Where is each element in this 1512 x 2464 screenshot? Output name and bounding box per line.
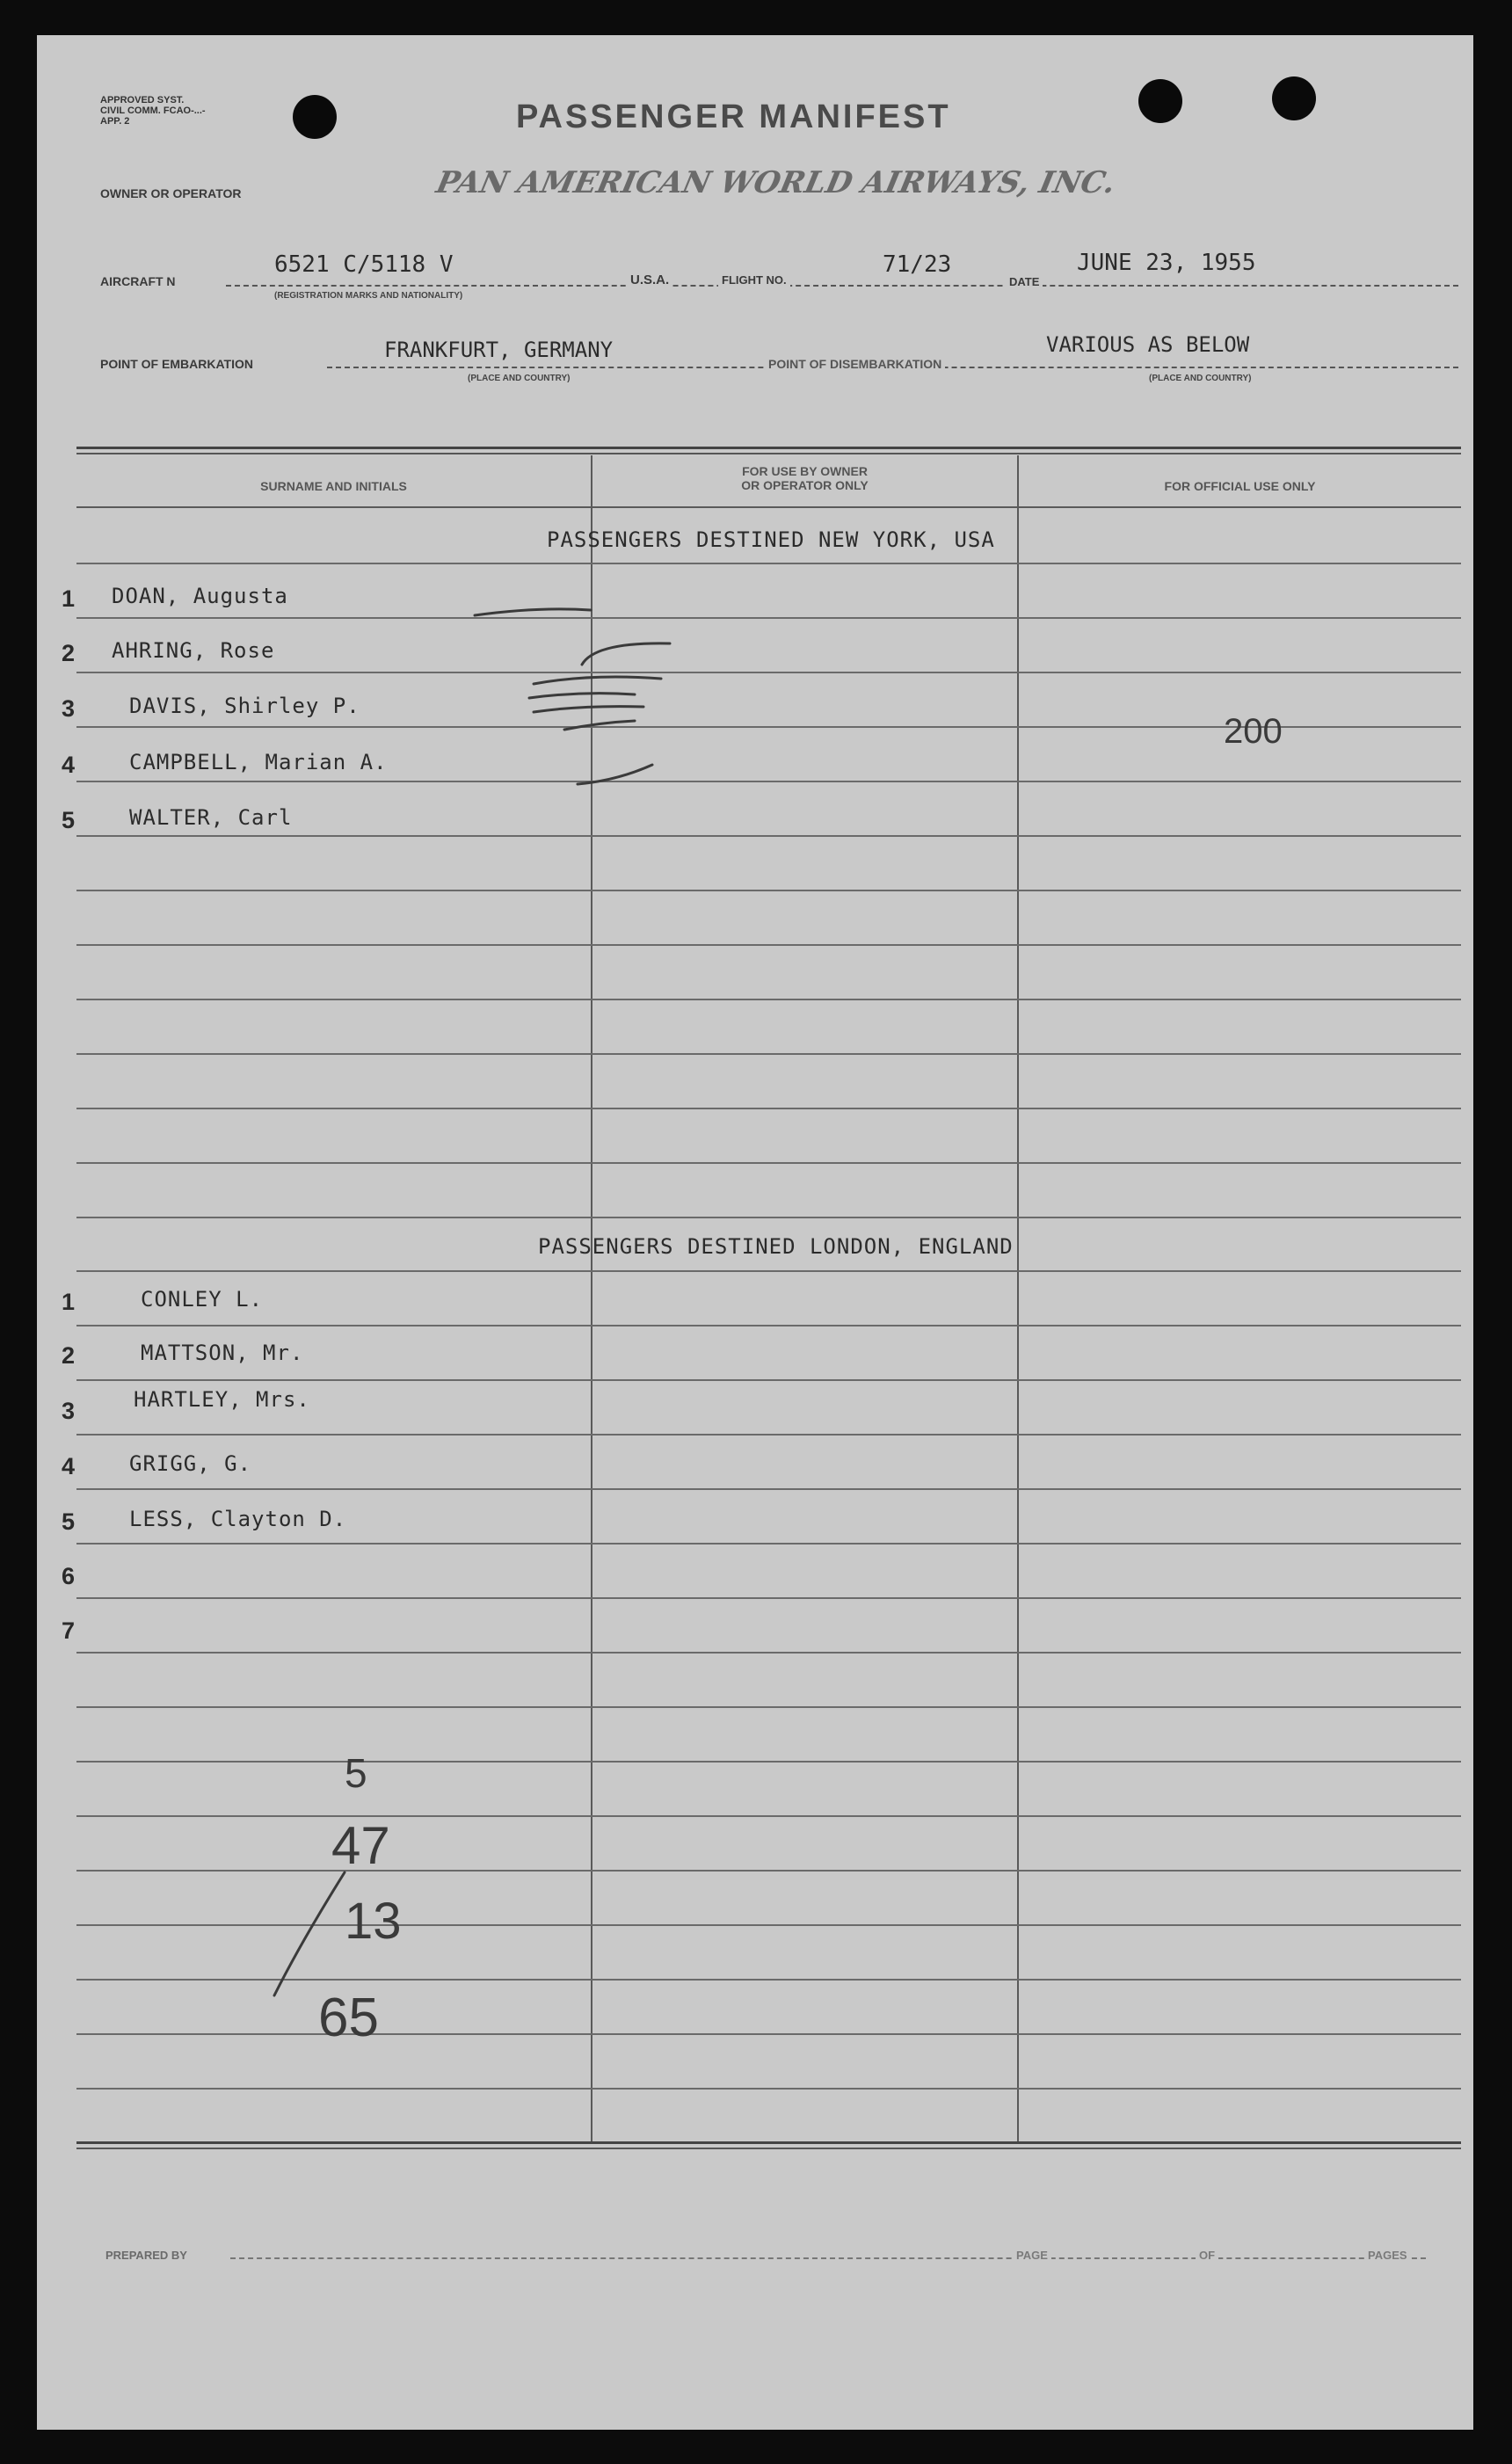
tally-number: 65: [318, 1988, 379, 2048]
disembark-caption: (PLACE AND COUNTRY): [1149, 374, 1252, 383]
column-header-official: FOR OFFICIAL USE ONLY: [1164, 479, 1316, 493]
row-rule: [76, 2088, 1461, 2090]
passenger-number: 5: [62, 1508, 76, 1535]
column-header-surname: SURNAME AND INITIALS: [260, 479, 407, 493]
form-title: PASSENGER MANIFEST: [516, 98, 951, 135]
row-rule: [76, 1815, 1461, 1817]
passenger-name: MATTSON, Mr.: [141, 1341, 304, 1365]
passenger-number: 2: [62, 640, 76, 666]
passenger-name: CONLEY L.: [141, 1287, 264, 1312]
owner-value: PAN AMERICAN WORLD AIRWAYS, INC.: [433, 165, 1119, 200]
passenger-number: 4: [62, 752, 76, 778]
row-rule: [76, 617, 1461, 619]
embark-value: FRANKFURT, GERMANY: [384, 338, 614, 362]
official-mark: 200: [1224, 712, 1283, 751]
disembark-value: VARIOUS AS BELOW: [1046, 332, 1250, 357]
embark-caption: (PLACE AND COUNTRY): [468, 374, 571, 383]
table-top-rule-2: [76, 453, 1461, 454]
passenger-name: LESS, Clayton D.: [129, 1507, 347, 1531]
owner-label: OWNER OR OPERATOR: [100, 186, 242, 200]
row-rule: [76, 835, 1461, 837]
table-bottom-rule-2: [76, 2148, 1461, 2149]
usa-label: U.S.A.: [627, 273, 672, 287]
passenger-name: DAVIS, Shirley P.: [129, 694, 360, 718]
aircraft-label: AIRCRAFT N: [100, 274, 176, 288]
handwritten-checkmarks: [459, 589, 758, 853]
date-value: JUNE 23, 1955: [1077, 250, 1256, 276]
header-bottom-rule: [76, 506, 1461, 508]
passenger-number: 1: [62, 1289, 76, 1315]
passenger-number: 1: [62, 585, 76, 612]
section-heading-new-york: PASSENGERS DESTINED NEW YORK, USA: [547, 527, 995, 552]
aircraft-caption: (REGISTRATION MARKS AND NATIONALITY): [274, 291, 463, 301]
prepared-by-label: PREPARED BY: [105, 2249, 187, 2262]
row-rule: [76, 672, 1461, 673]
row-rule: [76, 1706, 1461, 1708]
column-divider: [1017, 455, 1019, 2141]
column-header-owner-line2: OR OPERATOR ONLY: [741, 478, 869, 492]
page-label: PAGE: [1013, 2249, 1051, 2262]
passenger-number: 2: [62, 1342, 76, 1369]
column-header-owner-line1: FOR USE BY OWNER: [742, 464, 868, 478]
table-bottom-rule: [76, 2141, 1461, 2144]
punch-hole: [293, 95, 337, 139]
passenger-number: 5: [62, 807, 76, 833]
punch-hole: [1272, 76, 1316, 120]
passenger-name: AHRING, Rose: [112, 638, 275, 663]
passenger-name: WALTER, Carl: [129, 805, 293, 830]
row-rule: [76, 2033, 1461, 2035]
table-top-rule: [76, 447, 1461, 449]
footer-underline: [230, 2257, 1426, 2259]
passenger-number: 7: [62, 1617, 76, 1644]
row-rule: [76, 1270, 1461, 1272]
row-rule: [76, 1162, 1461, 1164]
manifest-sheet: [37, 35, 1473, 2430]
flight-value: 71/23: [883, 251, 952, 278]
row-rule: [76, 1434, 1461, 1436]
passenger-number: 4: [62, 1453, 76, 1479]
pages-label: PAGES: [1364, 2249, 1411, 2262]
passenger-name: HARTLEY, Mrs.: [134, 1387, 310, 1412]
row-rule: [76, 890, 1461, 891]
row-rule: [76, 999, 1461, 1000]
passenger-number: 3: [62, 1398, 76, 1424]
passenger-number: 3: [62, 695, 76, 722]
row-rule: [76, 1597, 1461, 1599]
approval-stamp: APPROVED SYST. CIVIL COMM. FCAO-...-APP. 2: [100, 95, 206, 127]
passenger-name: CAMPBELL, Marian A.: [129, 750, 388, 774]
row-rule: [76, 1325, 1461, 1326]
row-rule: [76, 1108, 1461, 1109]
section-heading-london: PASSENGERS DESTINED LONDON, ENGLAND: [538, 1234, 1014, 1259]
row-rule: [76, 1543, 1461, 1545]
row-rule: [76, 1053, 1461, 1055]
row-rule: [76, 1761, 1461, 1763]
date-label: DATE: [1006, 275, 1043, 288]
of-label: OF: [1196, 2249, 1218, 2262]
row-rule: [76, 781, 1461, 782]
aircraft-value: 6521 C/5118 V: [274, 251, 454, 278]
row-rule: [76, 1488, 1461, 1490]
aircraft-underline: [226, 285, 1458, 287]
flight-label: FLIGHT NO.: [718, 273, 790, 287]
row-rule: [76, 563, 1461, 564]
passenger-name: DOAN, Augusta: [112, 584, 288, 608]
passenger-number: 6: [62, 1563, 76, 1589]
passenger-name: GRIGG, G.: [129, 1451, 252, 1476]
row-rule: [76, 944, 1461, 946]
row-rule: [76, 1652, 1461, 1654]
tally-number: 13: [345, 1893, 402, 1950]
disembark-label: POINT OF DISEMBARKATION: [765, 357, 945, 371]
row-rule: [76, 1217, 1461, 1218]
row-rule: [76, 1379, 1461, 1381]
punch-hole: [1138, 79, 1182, 123]
tally-number: 47: [331, 1816, 390, 1875]
tally-number: 5: [345, 1750, 367, 1796]
embark-label: POINT OF EMBARKATION: [100, 357, 253, 371]
